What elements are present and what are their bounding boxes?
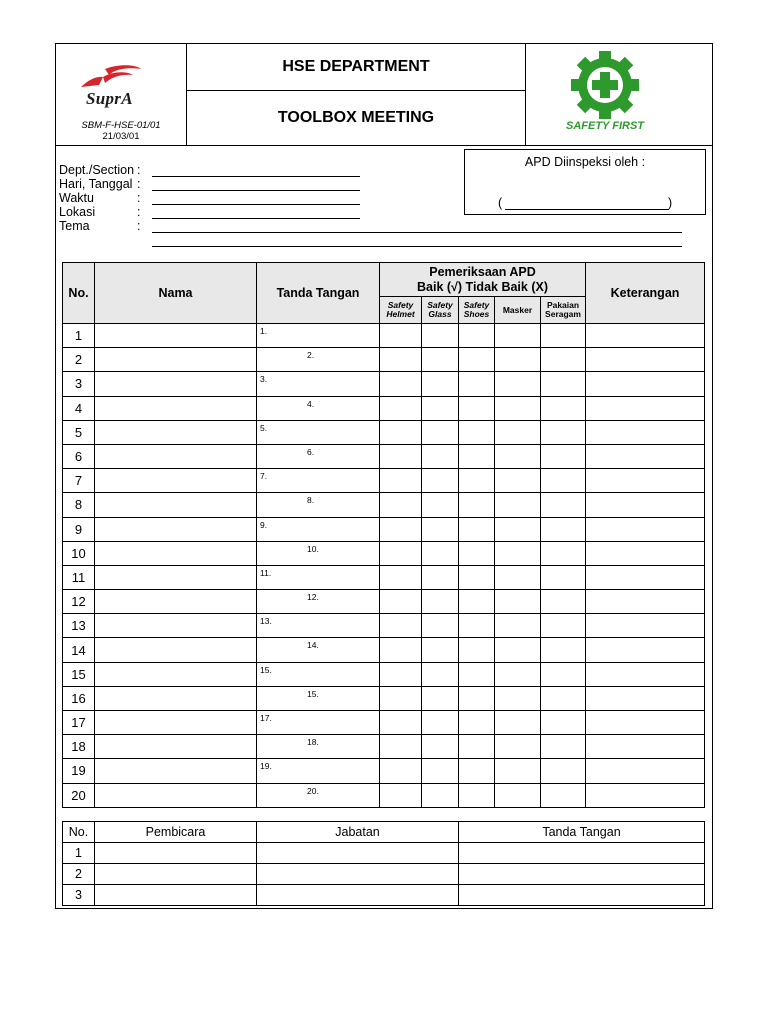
attendance-row bbox=[63, 348, 705, 372]
header-apd bbox=[380, 263, 586, 297]
apd-title: Pemeriksaan APD bbox=[429, 264, 536, 279]
field-label: Hari, Tanggal bbox=[59, 177, 133, 191]
speaker-position-cell[interactable] bbox=[257, 864, 459, 885]
attendance-row bbox=[63, 469, 705, 493]
apd-check-glass[interactable] bbox=[422, 541, 459, 565]
attendance-row bbox=[63, 735, 705, 759]
apd-check-mask[interactable] bbox=[495, 372, 541, 396]
apd-check-shoes[interactable] bbox=[459, 493, 495, 517]
name-cell[interactable] bbox=[95, 686, 257, 710]
speaker-position-cell[interactable] bbox=[257, 843, 459, 864]
apd-check-helmet[interactable] bbox=[380, 759, 422, 783]
attendance-row bbox=[63, 444, 705, 468]
signature-cell[interactable] bbox=[257, 638, 380, 662]
apd-check-shoes[interactable] bbox=[459, 711, 495, 735]
apd-check-glass[interactable] bbox=[422, 662, 459, 686]
apd-check-glass[interactable] bbox=[422, 614, 459, 638]
speaker-header-signature: Tanda Tangan bbox=[459, 822, 705, 843]
apd-check-shoes[interactable] bbox=[459, 638, 495, 662]
name-cell[interactable] bbox=[95, 420, 257, 444]
apd-check-mask[interactable] bbox=[495, 541, 541, 565]
apd-check-shoes[interactable] bbox=[459, 517, 495, 541]
speaker-no: 1 bbox=[63, 843, 95, 864]
form-header bbox=[55, 43, 713, 147]
row-number: 14 bbox=[63, 638, 95, 662]
header-name: Nama bbox=[95, 263, 257, 324]
row-number: 12 bbox=[63, 590, 95, 614]
apd-label: Seragam bbox=[545, 309, 581, 319]
apd-check-uniform[interactable] bbox=[541, 759, 586, 783]
apd-check-uniform[interactable] bbox=[541, 614, 586, 638]
apd-check-uniform[interactable] bbox=[541, 686, 586, 710]
signature-number: 14. bbox=[307, 640, 319, 651]
remarks-cell[interactable] bbox=[586, 735, 705, 759]
row-number: 16 bbox=[63, 686, 95, 710]
apd-check-shoes[interactable] bbox=[459, 348, 495, 372]
apd-check-helmet[interactable] bbox=[380, 662, 422, 686]
safety-first-text: SAFETY FIRST bbox=[565, 120, 645, 132]
apd-check-shoes[interactable] bbox=[459, 783, 495, 807]
remarks-cell[interactable] bbox=[586, 590, 705, 614]
remarks-cell[interactable] bbox=[586, 517, 705, 541]
apd-check-shoes[interactable] bbox=[459, 686, 495, 710]
apd-check-uniform[interactable] bbox=[541, 565, 586, 589]
attendance-row bbox=[63, 686, 705, 710]
signature-number: 8. bbox=[307, 495, 315, 506]
row-number: 2 bbox=[63, 348, 95, 372]
name-cell[interactable] bbox=[95, 783, 257, 807]
attendance-row bbox=[63, 711, 705, 735]
signature-cell[interactable] bbox=[257, 517, 380, 541]
speaker-no: 2 bbox=[63, 864, 95, 885]
apd-check-mask[interactable] bbox=[495, 396, 541, 420]
apd-check-shoes[interactable] bbox=[459, 324, 495, 348]
signature-cell[interactable] bbox=[257, 565, 380, 589]
signature-cell[interactable] bbox=[257, 420, 380, 444]
signature-number: 10. bbox=[307, 543, 319, 554]
row-number: 19 bbox=[63, 759, 95, 783]
signature-cell[interactable] bbox=[257, 396, 380, 420]
attendance-row bbox=[63, 662, 705, 686]
speaker-name-cell[interactable] bbox=[95, 885, 257, 906]
signature-cell[interactable] bbox=[257, 590, 380, 614]
apd-legend: Baik (√) Tidak Baik (X) bbox=[417, 279, 548, 294]
apd-check-glass[interactable] bbox=[422, 638, 459, 662]
apd-check-helmet[interactable] bbox=[380, 420, 422, 444]
apd-label: Glass bbox=[428, 309, 452, 319]
apd-check-glass[interactable] bbox=[422, 565, 459, 589]
row-number: 9 bbox=[63, 517, 95, 541]
dept-section-line[interactable] bbox=[152, 176, 360, 177]
name-cell[interactable] bbox=[95, 396, 257, 420]
apd-mask bbox=[495, 297, 541, 324]
signature-cell[interactable] bbox=[257, 783, 380, 807]
company-logo-cell bbox=[55, 43, 187, 146]
row-number: 17 bbox=[63, 711, 95, 735]
apd-check-uniform[interactable] bbox=[541, 324, 586, 348]
header-remarks: Keterangan bbox=[586, 263, 705, 324]
apd-check-shoes[interactable] bbox=[459, 396, 495, 420]
remarks-cell[interactable] bbox=[586, 372, 705, 396]
apd-check-helmet[interactable] bbox=[380, 783, 422, 807]
row-number: 7 bbox=[63, 469, 95, 493]
signature-number: 6. bbox=[307, 446, 315, 457]
apd-check-uniform[interactable] bbox=[541, 638, 586, 662]
remarks-cell[interactable] bbox=[586, 420, 705, 444]
signature-number: 2. bbox=[307, 350, 315, 361]
signature-number: 19. bbox=[260, 761, 272, 772]
field-label: Dept./Section bbox=[59, 163, 135, 177]
apd-label: Shoes bbox=[463, 309, 490, 319]
row-number: 10 bbox=[63, 541, 95, 565]
apd-check-helmet[interactable] bbox=[380, 372, 422, 396]
apd-check-mask[interactable] bbox=[495, 686, 541, 710]
signature-number: 17. bbox=[260, 713, 272, 723]
signature-number: 1. bbox=[260, 326, 268, 336]
remarks-cell[interactable] bbox=[586, 662, 705, 686]
apd-inspector-label: APD Diinspeksi oleh : bbox=[524, 155, 646, 169]
apd-label: Masker bbox=[502, 304, 533, 315]
field-label: Waktu bbox=[59, 191, 94, 205]
apd-check-uniform[interactable] bbox=[541, 711, 586, 735]
row-number: 11 bbox=[63, 565, 95, 589]
apd-check-uniform[interactable] bbox=[541, 517, 586, 541]
remarks-cell[interactable] bbox=[586, 348, 705, 372]
signature-cell[interactable] bbox=[257, 469, 380, 493]
signature-number: 12. bbox=[307, 592, 319, 603]
attendance-row bbox=[63, 420, 705, 444]
remarks-cell[interactable] bbox=[586, 759, 705, 783]
remarks-cell[interactable] bbox=[586, 638, 705, 662]
row-number: 18 bbox=[63, 735, 95, 759]
department-title: HSE DEPARTMENT bbox=[187, 43, 525, 91]
row-number: 5 bbox=[63, 420, 95, 444]
attendance-row bbox=[63, 565, 705, 589]
signature-cell[interactable] bbox=[257, 444, 380, 468]
remarks-cell[interactable] bbox=[586, 493, 705, 517]
attendance-body bbox=[63, 324, 705, 808]
speaker-signature-cell[interactable] bbox=[459, 864, 705, 885]
signature-cell[interactable] bbox=[257, 759, 380, 783]
apd-check-helmet[interactable] bbox=[380, 469, 422, 493]
name-cell[interactable] bbox=[95, 735, 257, 759]
signature-number: 15. bbox=[260, 664, 272, 675]
header-no: No. bbox=[63, 263, 95, 324]
remarks-cell[interactable] bbox=[586, 686, 705, 710]
name-cell[interactable] bbox=[95, 590, 257, 614]
signature-number: 4. bbox=[307, 398, 315, 409]
apd-check-glass[interactable] bbox=[422, 324, 459, 348]
remarks-cell[interactable] bbox=[586, 444, 705, 468]
apd-check-helmet[interactable] bbox=[380, 324, 422, 348]
apd-check-mask[interactable] bbox=[495, 420, 541, 444]
speaker-no: 3 bbox=[63, 885, 95, 906]
name-cell[interactable] bbox=[95, 493, 257, 517]
apd-check-glass[interactable] bbox=[422, 686, 459, 710]
remarks-cell[interactable] bbox=[586, 324, 705, 348]
speaker-name-cell[interactable] bbox=[95, 864, 257, 885]
apd-check-helmet[interactable] bbox=[380, 517, 422, 541]
apd-check-glass[interactable] bbox=[422, 783, 459, 807]
apd-check-mask[interactable] bbox=[495, 517, 541, 541]
name-cell[interactable] bbox=[95, 662, 257, 686]
signature-cell[interactable] bbox=[257, 614, 380, 638]
row-number: 15 bbox=[63, 662, 95, 686]
apd-check-glass[interactable] bbox=[422, 735, 459, 759]
attendance-row bbox=[63, 614, 705, 638]
field-colon: : bbox=[137, 163, 141, 177]
signature-cell[interactable] bbox=[257, 493, 380, 517]
attendance-row bbox=[63, 783, 705, 807]
apd-check-shoes[interactable] bbox=[459, 735, 495, 759]
time-line[interactable] bbox=[152, 204, 360, 205]
apd-check-shoes[interactable] bbox=[459, 590, 495, 614]
apd-check-shoes[interactable] bbox=[459, 614, 495, 638]
apd-label: Safety bbox=[463, 300, 490, 310]
date-line[interactable] bbox=[152, 190, 360, 191]
apd-check-glass[interactable] bbox=[422, 396, 459, 420]
speaker-header-position: Jabatan bbox=[257, 822, 459, 843]
name-cell[interactable] bbox=[95, 469, 257, 493]
location-line[interactable] bbox=[152, 218, 360, 219]
apd-check-glass[interactable] bbox=[422, 517, 459, 541]
attendance-row bbox=[63, 638, 705, 662]
attendance-row bbox=[63, 396, 705, 420]
speaker-signature-cell[interactable] bbox=[459, 843, 705, 864]
apd-check-glass[interactable] bbox=[422, 590, 459, 614]
attendance-row bbox=[63, 324, 705, 348]
apd-check-uniform[interactable] bbox=[541, 372, 586, 396]
row-number: 13 bbox=[63, 614, 95, 638]
attendance-row bbox=[63, 541, 705, 565]
row-number: 3 bbox=[63, 372, 95, 396]
name-cell[interactable] bbox=[95, 614, 257, 638]
signature-cell[interactable] bbox=[257, 662, 380, 686]
apd-check-helmet[interactable] bbox=[380, 614, 422, 638]
attendance-row bbox=[63, 590, 705, 614]
safety-logo-cell bbox=[525, 43, 713, 146]
remarks-cell[interactable] bbox=[586, 565, 705, 589]
signature-cell[interactable] bbox=[257, 735, 380, 759]
name-cell[interactable] bbox=[95, 711, 257, 735]
signature-cell[interactable] bbox=[257, 541, 380, 565]
apd-check-helmet[interactable] bbox=[380, 444, 422, 468]
apd-check-glass[interactable] bbox=[422, 444, 459, 468]
field-label: Tema bbox=[59, 219, 90, 233]
signature-number: 3. bbox=[260, 374, 268, 385]
apd-check-mask[interactable] bbox=[495, 614, 541, 638]
apd-check-shoes[interactable] bbox=[459, 541, 495, 565]
apd-check-uniform[interactable] bbox=[541, 735, 586, 759]
row-number: 6 bbox=[63, 444, 95, 468]
signature-number: 7. bbox=[260, 471, 268, 482]
signature-number: 13. bbox=[260, 616, 272, 627]
apd-inspector-line[interactable] bbox=[505, 209, 669, 210]
name-cell[interactable] bbox=[95, 324, 257, 348]
apd-check-mask[interactable] bbox=[495, 469, 541, 493]
speaker-name-cell[interactable] bbox=[95, 843, 257, 864]
doc-date: 21/03/01 bbox=[102, 131, 140, 142]
apd-check-mask[interactable] bbox=[495, 638, 541, 662]
apd-check-mask[interactable] bbox=[495, 324, 541, 348]
apd-check-mask[interactable] bbox=[495, 493, 541, 517]
apd-check-uniform[interactable] bbox=[541, 469, 586, 493]
apd-label: Safety bbox=[427, 300, 453, 310]
apd-check-mask[interactable] bbox=[495, 783, 541, 807]
form-title: TOOLBOX MEETING bbox=[187, 91, 525, 146]
apd-check-glass[interactable] bbox=[422, 759, 459, 783]
apd-check-uniform[interactable] bbox=[541, 662, 586, 686]
apd-check-mask[interactable] bbox=[495, 759, 541, 783]
apd-check-glass[interactable] bbox=[422, 493, 459, 517]
apd-glass bbox=[422, 297, 459, 324]
apd-check-glass[interactable] bbox=[422, 348, 459, 372]
remarks-cell[interactable] bbox=[586, 783, 705, 807]
apd-check-glass[interactable] bbox=[422, 711, 459, 735]
signature-number: 5. bbox=[260, 422, 268, 433]
attendance-row bbox=[63, 493, 705, 517]
field-colon: : bbox=[137, 205, 141, 219]
apd-uniform bbox=[541, 297, 586, 324]
signature-number: 15. bbox=[307, 688, 319, 699]
attendance-row bbox=[63, 759, 705, 783]
field-colon: : bbox=[137, 219, 141, 233]
apd-check-glass[interactable] bbox=[422, 372, 459, 396]
signature-cell[interactable] bbox=[257, 711, 380, 735]
apd-label: Pakaian bbox=[546, 300, 580, 310]
apd-check-helmet[interactable] bbox=[380, 590, 422, 614]
theme-line-2[interactable] bbox=[152, 246, 682, 247]
remarks-cell[interactable] bbox=[586, 711, 705, 735]
apd-check-mask[interactable] bbox=[495, 348, 541, 372]
name-cell[interactable] bbox=[95, 372, 257, 396]
apd-check-shoes[interactable] bbox=[459, 372, 495, 396]
signature-cell[interactable] bbox=[257, 372, 380, 396]
speaker-position-cell[interactable] bbox=[257, 885, 459, 906]
name-cell[interactable] bbox=[95, 541, 257, 565]
speaker-table bbox=[62, 821, 705, 906]
apd-check-helmet[interactable] bbox=[380, 396, 422, 420]
apd-check-glass[interactable] bbox=[422, 420, 459, 444]
remarks-cell[interactable] bbox=[586, 614, 705, 638]
close-paren: ) bbox=[668, 196, 673, 210]
name-cell[interactable] bbox=[95, 759, 257, 783]
apd-check-shoes[interactable] bbox=[459, 420, 495, 444]
apd-check-uniform[interactable] bbox=[541, 590, 586, 614]
attendance-row bbox=[63, 372, 705, 396]
apd-check-helmet[interactable] bbox=[380, 735, 422, 759]
apd-check-uniform[interactable] bbox=[541, 783, 586, 807]
field-colon: : bbox=[137, 177, 141, 191]
speaker-header-name: Pembicara bbox=[95, 822, 257, 843]
doc-code: SBM-F-HSE-01/01 bbox=[81, 120, 161, 131]
apd-check-shoes[interactable] bbox=[459, 759, 495, 783]
apd-check-shoes[interactable] bbox=[459, 565, 495, 589]
header-signature: Tanda Tangan bbox=[257, 263, 380, 324]
theme-line-1[interactable] bbox=[152, 232, 682, 233]
apd-label: Helmet bbox=[386, 309, 415, 319]
apd-check-uniform[interactable] bbox=[541, 348, 586, 372]
field-label: Lokasi bbox=[59, 205, 96, 219]
apd-check-shoes[interactable] bbox=[459, 469, 495, 493]
speaker-row bbox=[63, 843, 705, 864]
apd-check-uniform[interactable] bbox=[541, 396, 586, 420]
apd-check-mask[interactable] bbox=[495, 711, 541, 735]
speaker-row bbox=[63, 864, 705, 885]
open-paren: ( bbox=[498, 196, 503, 210]
name-cell[interactable] bbox=[95, 565, 257, 589]
row-number: 1 bbox=[63, 324, 95, 348]
apd-check-glass[interactable] bbox=[422, 469, 459, 493]
row-number: 8 bbox=[63, 493, 95, 517]
apd-check-uniform[interactable] bbox=[541, 493, 586, 517]
apd-inspector-box bbox=[464, 149, 706, 215]
signature-number: 20. bbox=[307, 785, 319, 796]
remarks-cell[interactable] bbox=[586, 469, 705, 493]
signature-number: 18. bbox=[307, 737, 319, 748]
brand-name: SuprA bbox=[86, 89, 133, 108]
apd-check-mask[interactable] bbox=[495, 590, 541, 614]
apd-check-helmet[interactable] bbox=[380, 565, 422, 589]
apd-check-shoes[interactable] bbox=[459, 444, 495, 468]
name-cell[interactable] bbox=[95, 638, 257, 662]
signature-cell[interactable] bbox=[257, 324, 380, 348]
apd-check-uniform[interactable] bbox=[541, 420, 586, 444]
apd-check-mask[interactable] bbox=[495, 735, 541, 759]
name-cell[interactable] bbox=[95, 348, 257, 372]
signature-number: 11. bbox=[260, 567, 272, 578]
apd-check-mask[interactable] bbox=[495, 662, 541, 686]
name-cell[interactable] bbox=[95, 517, 257, 541]
apd-check-helmet[interactable] bbox=[380, 348, 422, 372]
speaker-header-no: No. bbox=[63, 822, 95, 843]
attendance-table bbox=[62, 262, 705, 808]
apd-shoes bbox=[459, 297, 495, 324]
speaker-signature-cell[interactable] bbox=[459, 885, 705, 906]
row-number: 4 bbox=[63, 396, 95, 420]
apd-check-uniform[interactable] bbox=[541, 541, 586, 565]
signature-cell[interactable] bbox=[257, 686, 380, 710]
apd-check-helmet[interactable] bbox=[380, 638, 422, 662]
apd-label: Safety bbox=[387, 300, 414, 310]
apd-check-helmet[interactable] bbox=[380, 493, 422, 517]
attendance-row bbox=[63, 517, 705, 541]
apd-check-helmet[interactable] bbox=[380, 686, 422, 710]
safety-gear-cross-icon bbox=[563, 51, 647, 121]
signature-number: 9. bbox=[260, 519, 268, 530]
field-colon: : bbox=[137, 191, 141, 205]
apd-check-helmet[interactable] bbox=[380, 541, 422, 565]
signature-cell[interactable] bbox=[257, 348, 380, 372]
apd-helmet bbox=[380, 297, 422, 324]
remarks-cell[interactable] bbox=[586, 541, 705, 565]
apd-check-uniform[interactable] bbox=[541, 444, 586, 468]
apd-check-mask[interactable] bbox=[495, 444, 541, 468]
apd-check-shoes[interactable] bbox=[459, 662, 495, 686]
row-number: 20 bbox=[63, 783, 95, 807]
name-cell[interactable] bbox=[95, 444, 257, 468]
speaker-row bbox=[63, 885, 705, 906]
apd-check-mask[interactable] bbox=[495, 565, 541, 589]
apd-check-helmet[interactable] bbox=[380, 711, 422, 735]
remarks-cell[interactable] bbox=[586, 396, 705, 420]
